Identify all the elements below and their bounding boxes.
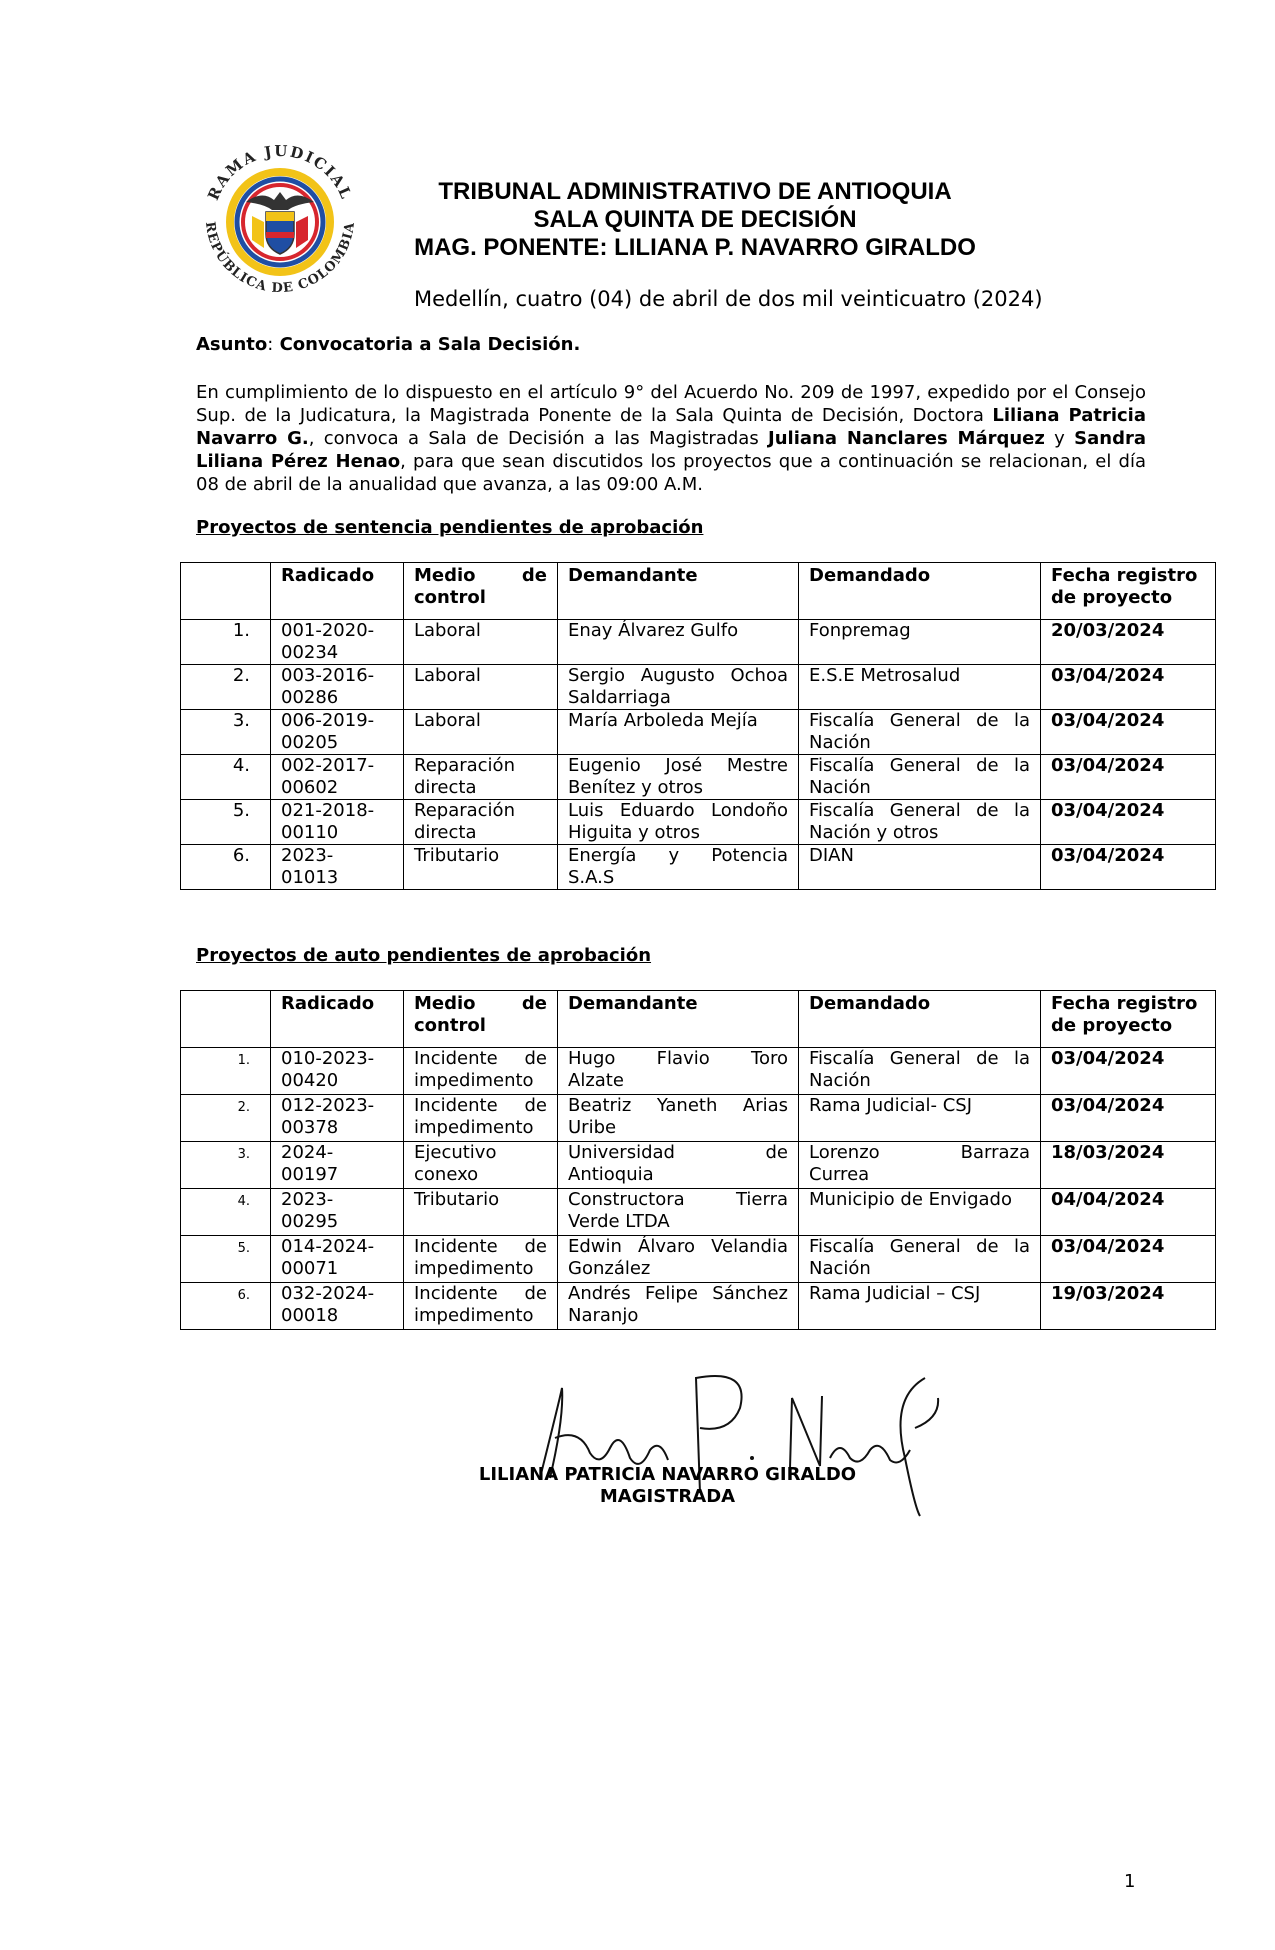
row-number: 1. [181, 620, 271, 665]
demandado-cell: DIAN [799, 845, 1041, 890]
paragraph-text: , convoca a Sala de Decisión a las Magistradas [308, 428, 769, 449]
radicado-cell: 014-2024- 00071 [271, 1236, 404, 1283]
demandante-cell: Enay Álvarez Gulfo [558, 620, 799, 665]
subject-line [196, 334, 580, 355]
demandado-cell: Municipio de Envigado [799, 1189, 1041, 1236]
row-number: 5. [181, 1236, 271, 1283]
signer-name: LILIANA PATRICIA NAVARRO GIRALDO [478, 1464, 857, 1485]
row-number: 3. [181, 710, 271, 755]
table-row [181, 665, 1216, 710]
medio-control-cell: Tributario [404, 845, 558, 890]
radicado-cell: 2023- 00295 [271, 1189, 404, 1236]
demandado-cell: Fiscalía General de la Nación [799, 1048, 1041, 1095]
medio-control-cell: Laboral [404, 620, 558, 665]
convocation-paragraph [196, 381, 1146, 496]
sentencia-table [180, 562, 1216, 890]
radicado-cell: 021-2018- 00110 [271, 800, 404, 845]
ponente-name: Liliana Patricia Navarro G. [196, 405, 1146, 449]
demandado-cell: E.S.E Metrosalud [799, 665, 1041, 710]
table-row [181, 710, 1216, 755]
table-row [181, 1283, 1216, 1330]
table-row [181, 1236, 1216, 1283]
col-num [181, 991, 271, 1048]
radicado-cell: 001-2020- 00234 [271, 620, 404, 665]
col-demandante: Demandante [558, 991, 799, 1048]
row-number: 4. [181, 755, 271, 800]
row-number: 4. [181, 1189, 271, 1236]
document-header [360, 178, 1030, 262]
demandante-cell: Beatriz Yaneth Arias Uribe [558, 1095, 799, 1142]
signer-title: MAGISTRADA [599, 1486, 736, 1507]
col-radicado: Radicado [271, 991, 404, 1048]
medio-control-cell: Laboral [404, 665, 558, 710]
radicado-cell: 012-2023- 00378 [271, 1095, 404, 1142]
table-row [181, 1189, 1216, 1236]
fecha-cell: 04/04/2024 [1041, 1189, 1216, 1236]
medio-control-cell: Tributario [404, 1189, 558, 1236]
row-number: 5. [181, 800, 271, 845]
demandado-cell: Fiscalía General de la Nación [799, 1236, 1041, 1283]
table-row [181, 1048, 1216, 1095]
fecha-cell: 19/03/2024 [1041, 1283, 1216, 1330]
demandado-cell: Rama Judicial – CSJ [799, 1283, 1041, 1330]
magistrate-name: Sandra Liliana Pérez Henao [196, 428, 1147, 472]
demandado-cell: Fiscalía General de la Nación [799, 710, 1041, 755]
col-demandante: Demandante [558, 563, 799, 620]
paragraph-text: , para que sean discutidos los proyectos que a continuación se relacionan, el día 08 de abril de la anualidad que avanza, a las 09:00 A.M. [196, 451, 1147, 495]
fecha-cell: 03/04/2024 [1041, 755, 1216, 800]
table-row [181, 1095, 1216, 1142]
radicado-cell: 003-2016- 00286 [271, 665, 404, 710]
magistrate-line: MAG. PONENTE: LILIANA P. NAVARRO GIRALDO [414, 234, 976, 261]
row-number: 2. [181, 665, 271, 710]
fecha-cell: 18/03/2024 [1041, 1142, 1216, 1189]
table-row [181, 800, 1216, 845]
row-number: 6. [181, 1283, 271, 1330]
demandante-cell: Universidad de Antioquia [558, 1142, 799, 1189]
fecha-cell: 03/04/2024 [1041, 1236, 1216, 1283]
subject-label: Asunto [196, 334, 268, 355]
paragraph-text: y [1044, 428, 1075, 449]
court-name: TRIBUNAL ADMINISTRATIVO DE ANTIOQUIA [438, 178, 952, 205]
demandado-cell: Fiscalía General de la Nación [799, 755, 1041, 800]
demandante-cell: Eugenio José Mestre Benítez y otros [558, 755, 799, 800]
page-number: 1 [1124, 1871, 1136, 1892]
table-row [181, 620, 1216, 665]
demandante-cell: María Arboleda Mejía [558, 710, 799, 755]
table-header-row [181, 991, 1216, 1048]
fecha-cell: 03/04/2024 [1041, 845, 1216, 890]
col-medio: Medio de control [404, 991, 558, 1048]
demandado-cell: Rama Judicial- CSJ [799, 1095, 1041, 1142]
demandante-cell: Sergio Augusto Ochoa Saldarriaga [558, 665, 799, 710]
rama-judicial-seal [192, 130, 368, 306]
medio-control-cell: Incidente de impedimento [404, 1236, 558, 1283]
fecha-cell: 20/03/2024 [1041, 620, 1216, 665]
fecha-cell: 03/04/2024 [1041, 800, 1216, 845]
row-number: 3. [181, 1142, 271, 1189]
col-fecha: Fecha registro de proyecto [1041, 563, 1216, 620]
demandante-cell: Constructora Tierra Verde LTDA [558, 1189, 799, 1236]
demandante-cell: Energía y Potencia S.A.S [558, 845, 799, 890]
demandado-cell: Fiscalía General de la Nación y otros [799, 800, 1041, 845]
subject-value: Convocatoria a Sala Decisión. [273, 334, 581, 355]
medio-control-cell: Incidente de impedimento [404, 1283, 558, 1330]
magistrate-name: Juliana Nanclares Márquez [768, 428, 1045, 449]
demandante-cell: Edwin Álvaro Velandia González [558, 1236, 799, 1283]
seal-top-text: RAMA JUDICIAL [204, 141, 356, 203]
medio-control-cell: Reparación directa [404, 800, 558, 845]
auto-section-title: Proyectos de auto pendientes de aprobación [196, 945, 652, 966]
medio-control-cell: Ejecutivo conexo [404, 1142, 558, 1189]
demandante-cell: Hugo Flavio Toro Alzate [558, 1048, 799, 1095]
table-header-row [181, 563, 1216, 620]
demandante-cell: Luis Eduardo Londoño Higuita y otros [558, 800, 799, 845]
demandante-cell: Andrés Felipe Sánchez Naranjo [558, 1283, 799, 1330]
row-number: 2. [181, 1095, 271, 1142]
table-row [181, 845, 1216, 890]
col-demandado: Demandado [799, 991, 1041, 1048]
radicado-cell: 010-2023- 00420 [271, 1048, 404, 1095]
fecha-cell: 03/04/2024 [1041, 1048, 1216, 1095]
sentencia-section-title: Proyectos de sentencia pendientes de aprobación [196, 517, 704, 538]
subject-separator: : [267, 334, 274, 355]
col-fecha: Fecha registro de proyecto [1041, 991, 1216, 1048]
auto-table [180, 990, 1216, 1330]
medio-control-cell: Incidente de impedimento [404, 1048, 558, 1095]
col-medio: Medio de control [404, 563, 558, 620]
paragraph-text: En cumplimiento de lo dispuesto en el artículo 9° del Acuerdo No. 209 de 1997, expedido por el Consejo Sup. de la Judicatura, la Magistrada Ponente de la Sala Quinta de Decisión, Doctora [196, 382, 1146, 426]
radicado-cell: 006-2019- 00205 [271, 710, 404, 755]
row-number: 6. [181, 845, 271, 890]
radicado-cell: 002-2017- 00602 [271, 755, 404, 800]
medio-control-cell: Incidente de impedimento [404, 1095, 558, 1142]
table-row [181, 1142, 1216, 1189]
radicado-cell: 2024- 00197 [271, 1142, 404, 1189]
dateline: Medellín, cuatro (04) de abril de dos mil veinticuatro (2024) [414, 287, 1043, 311]
seal-bottom-text: REPÚBLICA DE COLOMBIA [201, 220, 359, 297]
medio-control-cell: Reparación directa [404, 755, 558, 800]
fecha-cell: 03/04/2024 [1041, 665, 1216, 710]
signature-block [400, 1464, 935, 1508]
row-number: 1. [181, 1048, 271, 1095]
demandado-cell: Lorenzo Barraza Currea [799, 1142, 1041, 1189]
col-num [181, 563, 271, 620]
fecha-cell: 03/04/2024 [1041, 710, 1216, 755]
col-radicado: Radicado [271, 563, 404, 620]
fecha-cell: 03/04/2024 [1041, 1095, 1216, 1142]
col-demandado: Demandado [799, 563, 1041, 620]
chamber-name: SALA QUINTA DE DECISIÓN [533, 206, 857, 233]
medio-control-cell: Laboral [404, 710, 558, 755]
radicado-cell: 032-2024- 00018 [271, 1283, 404, 1330]
radicado-cell: 2023- 01013 [271, 845, 404, 890]
demandado-cell: Fonpremag [799, 620, 1041, 665]
table-row [181, 755, 1216, 800]
